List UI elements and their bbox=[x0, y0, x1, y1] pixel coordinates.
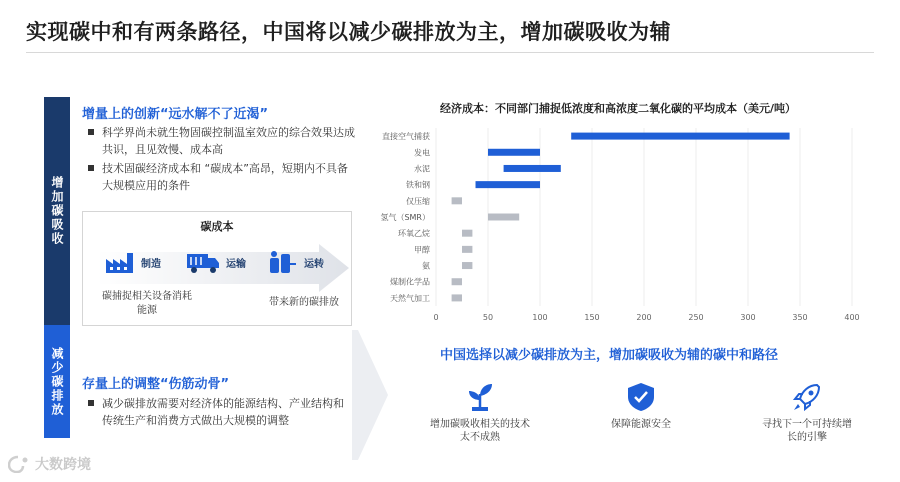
bar-3 bbox=[476, 181, 540, 188]
x-tick-label: 100 bbox=[532, 313, 548, 322]
title-divider bbox=[26, 52, 874, 53]
x-tick-label: 350 bbox=[792, 313, 808, 322]
rocket-icon bbox=[791, 382, 823, 412]
bar-4 bbox=[452, 197, 462, 204]
category-label: 甲醇 bbox=[414, 245, 430, 255]
bar-6 bbox=[462, 230, 472, 237]
increment-heading: 增量上的创新“远水解不了近渴” bbox=[82, 107, 269, 122]
bar-1 bbox=[488, 149, 540, 156]
x-tick-label: 200 bbox=[636, 313, 652, 322]
section-arrow bbox=[352, 330, 388, 460]
stock-bullets bbox=[86, 395, 348, 429]
flow-step-transport bbox=[186, 250, 246, 274]
watermark-logo-icon bbox=[8, 455, 30, 473]
watermark-text: 大数跨境 bbox=[35, 457, 91, 473]
bar-5 bbox=[488, 214, 519, 221]
feature-energy-security bbox=[596, 382, 686, 431]
flow-step-label: 运转 bbox=[304, 258, 324, 270]
x-tick-label: 50 bbox=[482, 313, 494, 322]
flow-step-manufacture bbox=[105, 250, 161, 274]
bullet-item: 技术固碳经济成本和 “碳成本”高昂，短期内不具备大规模应用的条件 bbox=[86, 160, 358, 194]
increment-bullets bbox=[86, 124, 358, 194]
category-label: 氨 bbox=[422, 261, 430, 271]
side-label-reduce-emission bbox=[44, 325, 70, 438]
side-label-increase-absorption bbox=[44, 97, 70, 325]
plant-icon bbox=[464, 382, 496, 412]
side-label-text: 增加碳吸收 bbox=[50, 176, 64, 246]
x-tick-label: 150 bbox=[584, 313, 600, 322]
page-title: 实现碳中和有两条路径，中国将以减少碳排放为主，增加碳吸收为辅 bbox=[26, 20, 671, 44]
flow-step-label: 运输 bbox=[226, 258, 246, 270]
category-label: 仅压缩 bbox=[406, 196, 430, 206]
x-tick-label: 400 bbox=[844, 313, 860, 322]
conclusion-heading: 中国选择以减少碳排放为主，增加碳吸收为辅的碳中和路径 bbox=[440, 348, 779, 363]
bar-8 bbox=[462, 262, 472, 269]
category-label: 天然气加工 bbox=[390, 293, 430, 303]
chart-title: 经济成本：不同部门捕捉低浓度和高浓度二氧化碳的平均成本（美元/吨） bbox=[439, 102, 797, 115]
cost-caption-left: 碳捕捉相关设备消耗能源 bbox=[102, 291, 192, 316]
x-tick-label: 250 bbox=[688, 313, 704, 322]
category-label: 煤制化学品 bbox=[390, 277, 430, 287]
category-label: 环氧乙烷 bbox=[398, 229, 430, 239]
x-tick-label: 300 bbox=[740, 313, 756, 322]
category-label: 发电 bbox=[414, 148, 430, 158]
tanks-icon bbox=[268, 250, 298, 274]
bullet-item: 减少碳排放需要对经济体的能源结构、产业结构和传统生产和消费方式做出大规模的调整 bbox=[86, 395, 348, 429]
factory-icon bbox=[105, 250, 135, 274]
feature-growth-engine bbox=[762, 382, 852, 444]
bar-7 bbox=[462, 246, 472, 253]
cost-caption-right: 带来新的碳排放 bbox=[269, 297, 339, 308]
chart-bars bbox=[452, 133, 790, 302]
bullet-item: 科学界尚未就生物固碳控制温室效应的综合效果达成共识，且见效慢、成本高 bbox=[86, 124, 358, 158]
flow-step-operate bbox=[268, 250, 324, 274]
feature-label: 寻找下一个可持续增长的引擎 bbox=[762, 419, 852, 443]
shield-icon bbox=[625, 382, 657, 412]
feature-label: 增加碳吸收相关的技术太不成熟 bbox=[430, 419, 530, 443]
watermark bbox=[8, 454, 91, 474]
truck-icon bbox=[186, 250, 220, 274]
side-label-text: 减少碳排放 bbox=[50, 346, 64, 417]
chart-category-labels bbox=[380, 131, 430, 303]
stock-heading: 存量上的调整“伤筋动骨” bbox=[82, 377, 230, 392]
carbon-cost-title: 碳成本 bbox=[200, 220, 234, 233]
bar-0 bbox=[571, 133, 789, 140]
feature-tech-immature bbox=[430, 382, 530, 444]
category-label: 氢气（SMR） bbox=[380, 213, 430, 222]
x-tick-label: 0 bbox=[433, 313, 439, 322]
carbon-cost-box bbox=[82, 211, 352, 326]
category-label: 直接空气捕获 bbox=[382, 132, 430, 142]
chart-x-tick-labels bbox=[433, 313, 859, 322]
category-label: 水泥 bbox=[414, 164, 430, 174]
bar-10 bbox=[452, 294, 462, 301]
bar-2 bbox=[504, 165, 561, 172]
bar-9 bbox=[452, 278, 462, 285]
cost-bar-chart bbox=[360, 96, 870, 332]
category-label: 铁和钢 bbox=[406, 180, 430, 190]
flow-step-label: 制造 bbox=[141, 258, 161, 270]
feature-label: 保障能源安全 bbox=[611, 419, 671, 430]
